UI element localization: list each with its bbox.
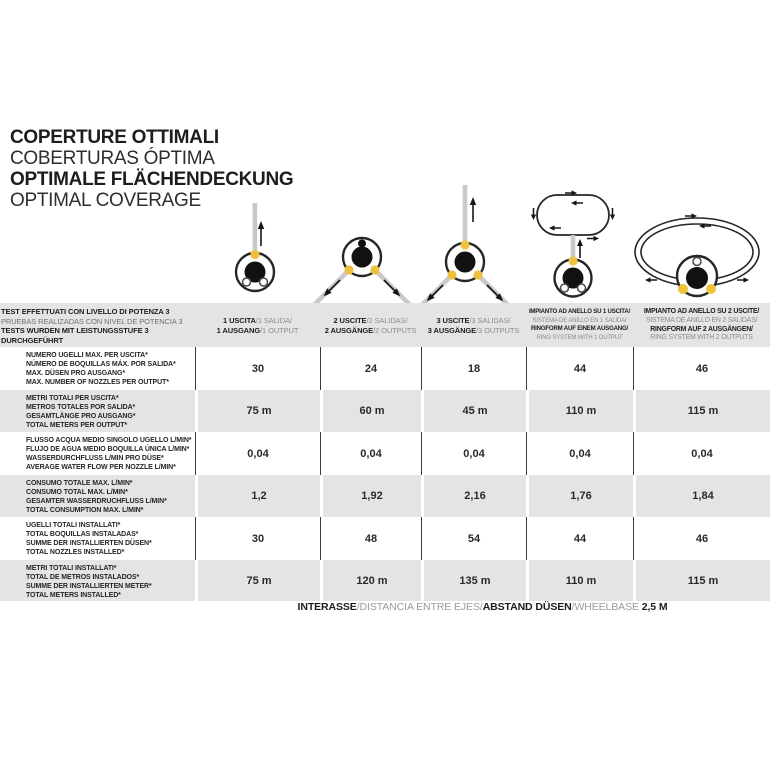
test-note-line-es: PRUEBAS REALIZADAS CON NIVEL DE POTENCIA 3 bbox=[1, 316, 183, 326]
coverage-table bbox=[0, 303, 770, 601]
wheelbase-it: INTERASSE bbox=[297, 601, 357, 613]
row-label: CONSUMO TOTALE MAX. L/MIN* CONSUMO TOTAL MAX. L/MIN* GESAMTER WASSERDRUCHFLUSS L/MIN* TOTAL CONSUMPTION MAX. L/MIN* bbox=[0, 475, 195, 517]
cell-value: 44 bbox=[526, 517, 633, 560]
cell-value: 115 m bbox=[633, 560, 770, 601]
cell-value: 0,04 bbox=[421, 432, 526, 475]
cell-value: 115 m bbox=[633, 390, 770, 432]
row-label: FLUSSO ACQUA MEDIO SINGOLO UGELLO L/MIN* FLUJO DE AGUA MEDIO BOQUILLA ÚNICA L/MIN* WASSERDURCHFLUSS L/MIN PRO DÜSE* AVERAGE WATER FLOW PER NOZZLE L/MIN* bbox=[0, 432, 195, 475]
row-label: METRI TOTALI INSTALLATI* TOTAL DE METROS INSTALADOS* SUMME DER INSTALLIERTEN METER* TOTAL METERS INSTALLED* bbox=[0, 560, 195, 601]
cell-value: 18 bbox=[421, 347, 526, 390]
ring-one-output-icon bbox=[531, 190, 615, 320]
table-row-max-nozzles bbox=[0, 347, 770, 390]
cell-value: 120 m bbox=[320, 560, 421, 601]
test-note-line-it: TEST EFFETTUATI CON LIVELLO DI POTENZA 3 bbox=[1, 307, 170, 316]
cell-value: 75 m bbox=[195, 390, 320, 432]
two-outputs-icon bbox=[302, 210, 422, 310]
test-note-line-de: TESTS WURDEN MIT LEISTUNGSSTUFE 3 DURCHGEFÜHRT bbox=[1, 326, 149, 345]
row-label: METRI TOTALI PER USCITA* METROS TOTALES POR SALIDA* GESAMTLÄNGE PRO AUSGANG* TOTAL METERS PER OUTPUT* bbox=[0, 390, 195, 432]
cell-value: 24 bbox=[320, 347, 421, 390]
cell-value: 110 m bbox=[526, 390, 633, 432]
cell-value: 30 bbox=[195, 517, 320, 560]
three-outputs-icon bbox=[405, 180, 525, 315]
cell-value: 1,92 bbox=[320, 475, 421, 517]
wheelbase-es: /DISTANCIA ENTRE EJES/ bbox=[356, 601, 483, 613]
cell-value: 44 bbox=[526, 347, 633, 390]
cell-value: 0,04 bbox=[633, 432, 770, 475]
one-output-icon bbox=[220, 198, 290, 298]
wheelbase-en: /WHEELBASE bbox=[571, 601, 642, 613]
cell-value: 1,2 bbox=[195, 475, 320, 517]
column-header-ring-1-output: IMPIANTO AD ANELLO SU 1 USCITA/ SISTEMA DE ANILLO EN 1 SALIDA/ RINGFORM AUF EINEM AUSGANG/ RING SYSTEM WITH 1 OUTPUT bbox=[528, 308, 631, 341]
column-header-3-outputs: 3 USCITE/3 SALIDAS/ 3 AUSGÄNGE/3 OUTPUTS bbox=[427, 316, 520, 335]
cell-value: 2,16 bbox=[421, 475, 526, 517]
cell-value: 135 m bbox=[421, 560, 526, 601]
cell-value: 46 bbox=[633, 517, 770, 560]
title-line-en: OPTIMAL COVERAGE bbox=[10, 190, 201, 211]
ring-two-outputs-icon bbox=[625, 208, 769, 318]
cell-value: 1,84 bbox=[633, 475, 770, 517]
table-row-meters-per-output bbox=[0, 390, 770, 432]
cell-value: 60 m bbox=[320, 390, 421, 432]
table-row-water-flow bbox=[0, 432, 770, 475]
cell-value: 48 bbox=[320, 517, 421, 560]
cell-value: 45 m bbox=[421, 390, 526, 432]
table-header-row bbox=[0, 303, 770, 347]
column-header-ring-2-outputs: IMPIANTO AD ANELLO SU 2 USCITE/ SISTEMA DE ANILLO EN 2 SALIDAS/ RINGFORM AUF 2 AUSGÄNGEN/ RING SYSTEM WITH 2 OUTPUTS bbox=[643, 308, 760, 342]
cell-value: 0,04 bbox=[320, 432, 421, 475]
table-row-nozzles-installed bbox=[0, 517, 770, 560]
table-row-total-consumption bbox=[0, 475, 770, 517]
cell-value: 0,04 bbox=[195, 432, 320, 475]
cell-value: 54 bbox=[421, 517, 526, 560]
cell-value: 46 bbox=[633, 347, 770, 390]
wheelbase-note bbox=[195, 601, 770, 613]
cell-value: 110 m bbox=[526, 560, 633, 601]
title-line-it: COPERTURE OTTIMALI bbox=[10, 127, 219, 148]
cell-value: 0,04 bbox=[526, 432, 633, 475]
cell-value: 30 bbox=[195, 347, 320, 390]
column-header-1-output: 1 USCITA/1 SALIDA/ 1 AUSGANG/1 OUTPUT bbox=[216, 316, 299, 335]
cell-value: 75 m bbox=[195, 560, 320, 601]
title-line-de: OPTIMALE FLÄCHENDECKUNG bbox=[10, 169, 294, 190]
table-row-meters-installed bbox=[0, 560, 770, 601]
title-line-es: COBERTURAS ÓPTIMA bbox=[10, 148, 215, 169]
wheelbase-value: 2,5 M bbox=[641, 601, 668, 613]
column-header-2-outputs: 2 USCITE/2 SALIDAS/ 2 AUSGÄNGE/2 OUTPUTS bbox=[324, 316, 417, 335]
wheelbase-de: ABSTAND DÜSEN bbox=[482, 601, 572, 613]
row-label: UGELLI TOTALI INSTALLATI* TOTAL BOQUILLAS INSTALADAS* SUMME DER INSTALLIERTEN DÜSEN* TOTAL NOZZLES INSTALLED* bbox=[0, 517, 195, 560]
cell-value: 1,76 bbox=[526, 475, 633, 517]
row-label: NUMERO UGELLI MAX. PER USCITA* NÚMERO DE BOQUILLAS MÁX. POR SALIDA* MAX. DÜSEN PRO AUSGANG* MAX. NUMBER OF NOZZLES PER OUTPUT* bbox=[0, 347, 195, 390]
